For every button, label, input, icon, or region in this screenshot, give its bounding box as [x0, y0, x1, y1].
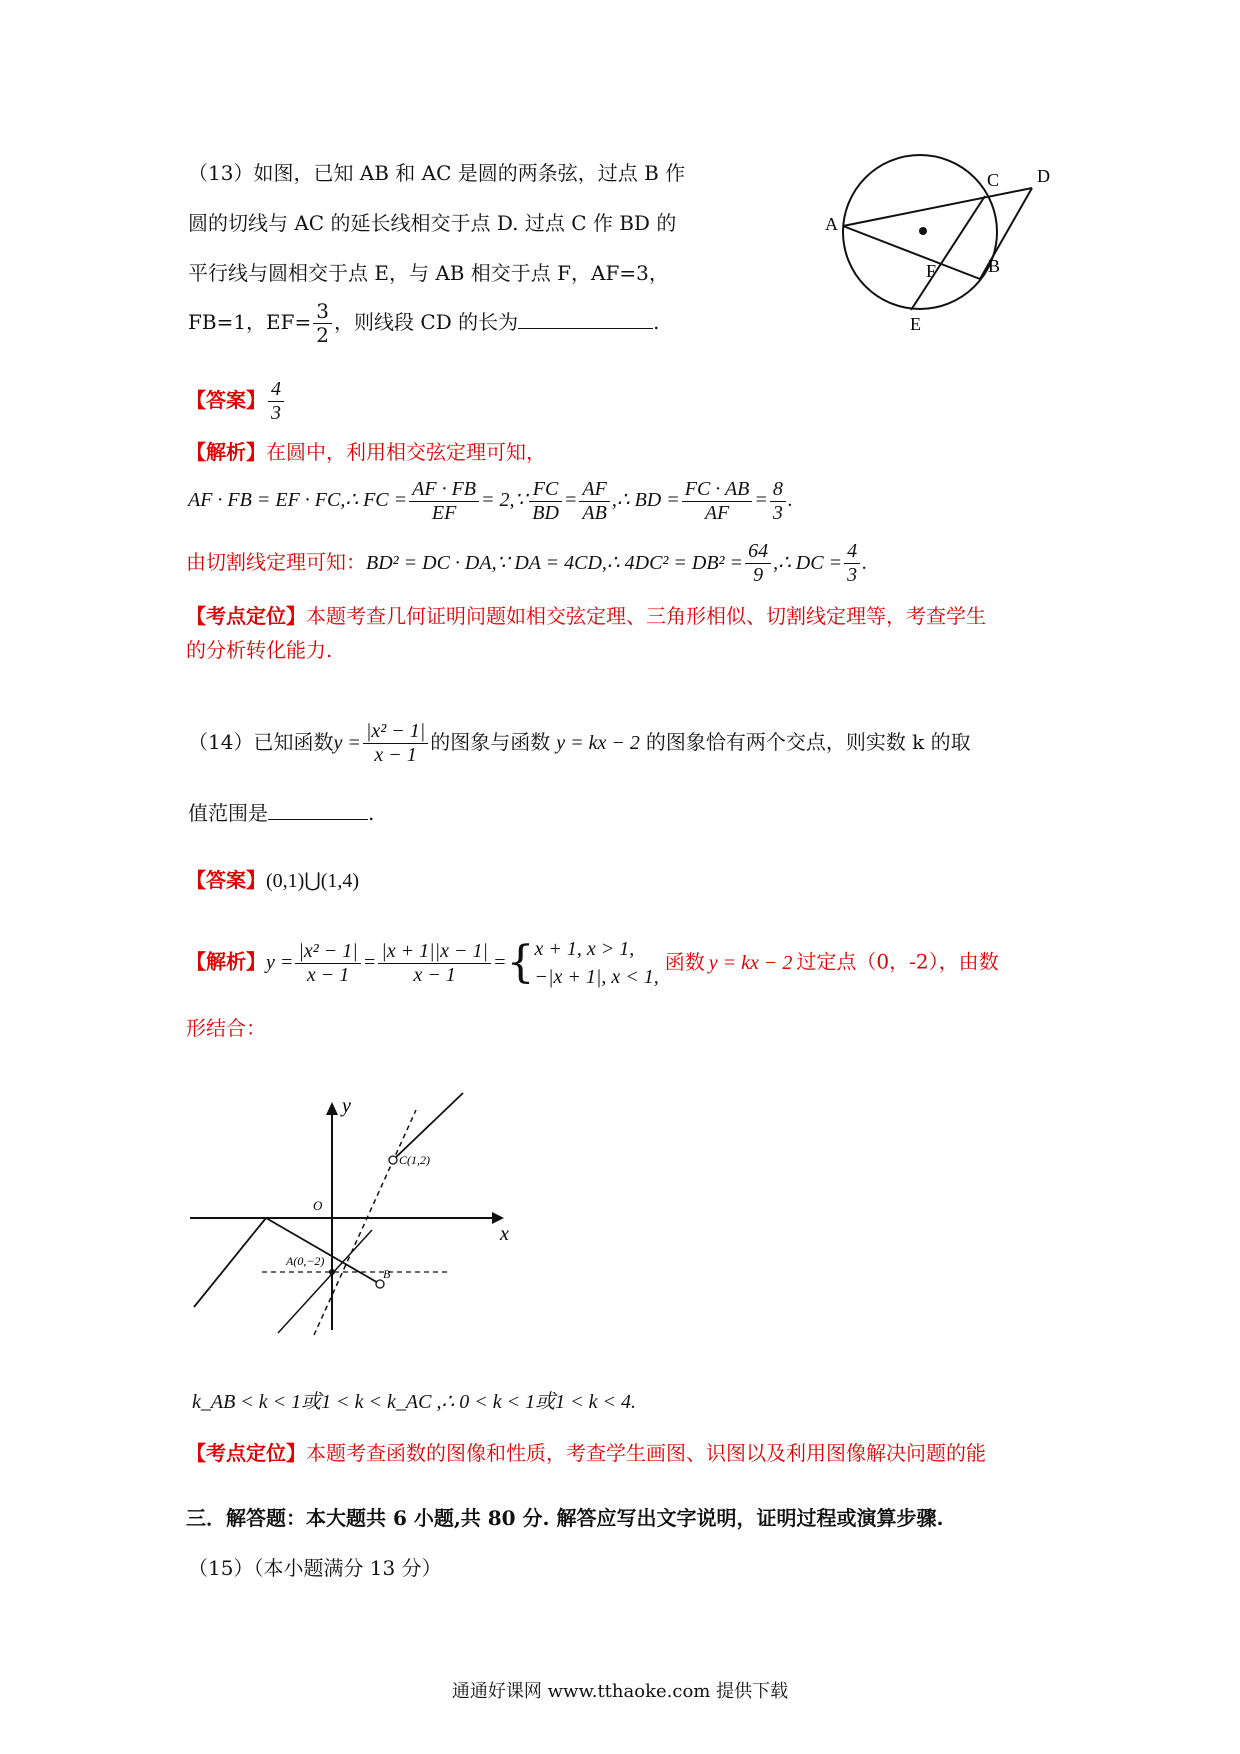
eq2-f1-den: 9 [753, 564, 764, 586]
q14-a-f2-den: x − 1 [413, 963, 456, 986]
q14-a-math: y = kx − 2 [708, 951, 793, 974]
eq2-frac1 [745, 540, 771, 587]
ef-den: 2 [316, 323, 330, 347]
label-C: C [987, 170, 1000, 190]
label-F: F [926, 261, 937, 281]
q13-point-text1: 本题考查几何证明问题如相交弦定理、三角形相似、切割线定理等，考查学生 [306, 604, 986, 628]
point-C [389, 1156, 397, 1164]
q14-a-red2: 过定点（0，-2），由数 [796, 949, 999, 974]
q14-fraction [363, 720, 428, 767]
label-B-point: B [383, 1267, 391, 1281]
eq1-c: = [563, 489, 578, 512]
point-B [376, 1280, 384, 1288]
q13-line4-pre: FB=1，EF= [188, 310, 312, 334]
q14-a-f1-den: x − 1 [306, 963, 350, 986]
circle-figure [810, 150, 1070, 340]
q14-analysis [186, 935, 999, 991]
q13-point-tag: 【考点定位】 [186, 604, 306, 628]
eq2-f2-den: 3 [847, 564, 858, 586]
label-x: x [500, 1223, 509, 1245]
right-branch [393, 1093, 463, 1160]
q15-heading: （15）（本小题满分 13 分） [188, 1556, 442, 1580]
q13-line4-end: . [653, 310, 660, 334]
eq1-f3-den: AB [582, 502, 607, 524]
label-D: D [1037, 166, 1050, 186]
eq2-f1-num: 64 [745, 540, 771, 564]
q14-f-den: x − 1 [374, 744, 417, 766]
q14-conclusion: k_AB < k < 1或1 < k < k_AC ,∴ 0 < k < 1或1 < k < 4. [192, 1391, 636, 1413]
eq1-a: AF · FB = EF · FC,∴ FC = [188, 489, 408, 512]
q14-a-f1-num: |x² − 1| [295, 940, 360, 964]
label-E: E [910, 314, 921, 334]
section3-title: 三．解答题：本大题共 6 小题,共 80 分. 解答应写出文字说明，证明过程或演算步骤. [186, 1506, 944, 1530]
q13-eq2 [186, 540, 867, 587]
q14-post: 的图象恰有两个交点，则实数 k 的取 [645, 730, 971, 754]
q14-answer-tag: 【答案】 [186, 868, 266, 892]
line-CE [911, 196, 985, 310]
q13-point [186, 606, 986, 626]
q13-line1: （13）如图，已知 AB 和 AC 是圆的两条弦，过点 B 作 [188, 161, 686, 185]
eq1-frac4 [682, 478, 753, 525]
q13-analysis-text: 在圆中，利用相交弦定理可知， [266, 440, 546, 464]
q13-point-line2: 的分析转化能力. [186, 638, 333, 662]
label-O: O [313, 1198, 323, 1213]
eq2-a: BD² = DC · DA,∵ DA = 4CD,∴ 4DC² = DB² = [366, 552, 744, 574]
q14-line2-end: . [368, 801, 375, 825]
eq1-f2-den: BD [532, 502, 559, 524]
q13-answer-tag: 【答案】 [186, 388, 266, 412]
q14-answer-value: (0,1)⋃(1,4) [266, 870, 360, 892]
eq2-frac2 [844, 540, 860, 587]
q14-cases [535, 935, 659, 991]
footer: 通通好课网 www.tthaoke.com 提供下载 [451, 1681, 789, 1702]
q13-line2: 圆的切线与 AC 的延长线相交于点 D. 过点 C 作 BD 的 [188, 211, 677, 235]
q14-case2: −|x + 1|, x < 1, [534, 966, 659, 988]
point-A [329, 1269, 335, 1275]
eq1-f1-den: EF [431, 502, 457, 524]
answer-blank[interactable] [518, 327, 653, 329]
label-C-point: C(1,2) [399, 1153, 430, 1167]
label-B: B [988, 256, 1001, 276]
q14-y2: y = kx − 2 [556, 732, 640, 754]
q13-answer-den: 3 [271, 402, 281, 424]
q13-answer [186, 378, 286, 425]
eq1-f5-num: 8 [770, 478, 786, 502]
q14-line2 [188, 803, 374, 823]
q14-a-eq: = [362, 951, 377, 974]
line-through-AB [278, 1230, 372, 1333]
eq2-b: ,∴ DC = [773, 552, 843, 574]
q14-a-f2-num: |x + 1||x − 1| [378, 940, 491, 964]
q14-analysis-tag: 【解析】 [186, 949, 266, 974]
eq2-end: . [862, 552, 868, 574]
eq1-frac5 [770, 478, 786, 525]
line-AD [843, 188, 1032, 226]
label-A: A [825, 214, 838, 234]
q14-line1 [188, 720, 971, 767]
q14-answer-blank[interactable] [268, 818, 368, 820]
q14-a-frac1 [295, 940, 360, 987]
eq1-f5-den: 3 [772, 502, 783, 524]
eq1-f2-num: FC [529, 478, 562, 502]
eq1-f1-num: AF · FB [409, 478, 479, 502]
q14-a-red1: 函数 [664, 949, 705, 974]
label-A-point: A(0,−2) [286, 1254, 325, 1268]
eq1-f4-num: FC · AB [682, 478, 753, 502]
q14-f-num: |x² − 1| [363, 720, 428, 744]
eq2-red: 由切割线定理可知： [186, 550, 366, 574]
q14-brace: { [506, 937, 535, 988]
q14-pre: （14）已知函数 [188, 730, 334, 754]
q13-eq1 [188, 478, 793, 525]
eq1-frac3 [579, 478, 609, 525]
q14-a-eq2: = [493, 951, 507, 974]
q14-a-y: y = [266, 951, 294, 974]
q14-line2-text: 值范围是 [188, 801, 268, 825]
eq1-end: . [787, 489, 793, 512]
circle-center [919, 227, 927, 235]
eq1-frac1 [409, 478, 479, 525]
q13-analysis [186, 442, 546, 462]
q14-analysis-line2: 形结合： [186, 1016, 266, 1040]
q13-answer-num: 4 [268, 378, 284, 402]
q13-answer-fraction [268, 378, 284, 425]
label-y: y [342, 1095, 351, 1117]
q13-line3: 平行线与圆相交于点 E，与 AB 相交于点 F，AF=3， [188, 261, 669, 285]
q13-analysis-tag: 【解析】 [186, 440, 266, 464]
q14-point-tag: 【考点定位】 [186, 1441, 306, 1465]
q14-y-eq: y = [333, 732, 361, 754]
q13-line4-post: ，则线段 CD 的长为 [334, 310, 519, 334]
function-graph [180, 1080, 520, 1360]
eq1-b: = 2,∵ [481, 489, 528, 512]
q14-answer [186, 870, 359, 891]
q14-point-text: 本题考查函数的图像和性质，考查学生画图、识图以及利用图像解决问题的能 [306, 1441, 986, 1465]
line-through-AC [314, 1110, 416, 1335]
left-branch [194, 1218, 266, 1307]
y-axis-arrow-icon [326, 1102, 338, 1115]
q14-case1: x + 1, x > 1, [534, 938, 635, 960]
q14-point [186, 1443, 986, 1463]
eq2-f2-num: 4 [844, 540, 860, 564]
eq1-frac2 [529, 478, 562, 525]
ef-num: 3 [313, 300, 332, 324]
q13-line4 [188, 300, 659, 347]
q14-mid: 的图象与函数 [430, 730, 551, 754]
eq1-f4-den: AF [704, 502, 730, 524]
eq1-f3-num: AF [579, 478, 609, 502]
ef-fraction [313, 300, 332, 347]
q14-a-frac2 [378, 940, 491, 987]
eq1-e: = [754, 489, 768, 512]
eq1-d: ,∴ BD = [611, 489, 680, 512]
